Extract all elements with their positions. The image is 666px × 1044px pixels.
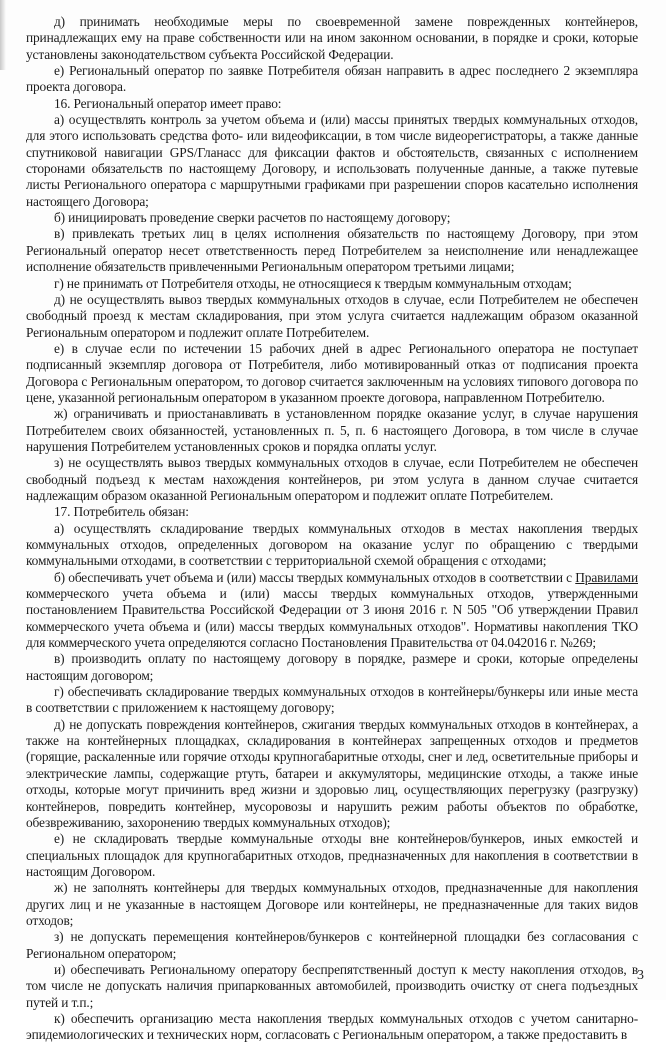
clause-17-d: д) не допускать повреждения контейнеров, сжигания твердых коммунальных отходов в контейнерах, а также на контейнерных площадках, складирования в контейнерах запрещенных отходов и предметов (горящие, раскаленные или горячие отходы крупногабаритные отходы, снег и лед, осветительные приборы и электрические лампы, содержащие ртуть, батареи и аккумуляторы, медицинские отходы, а также иные отходы, которые могут причинить вред жизни и здоровью лиц, осуществляющих перегрузку (разгрузку) контейнеров, повредить контейнер, мусоровозы и нарушить режим работы объектов по обработке, обезвреживанию, захоронению твердых коммунальных отходов);	[26, 716, 638, 830]
page-number: 3	[637, 968, 644, 983]
clause-17-a: а) осуществлять складирование твердых коммунальных отходов в местах накопления твердых коммунальных отходов, определенных договором на оказание услуг по обращению с твердыми коммунальными отходами, в соответствии с территориальной схемой обращения с отходами;	[26, 520, 638, 569]
scan-shadow	[0, 0, 6, 70]
clause-16-z: з) не осуществлять вывоз твердых коммунальных отходов в случае, если Потребителем не обеспечен свободный подъезд к местам нахождения контейнеров, ри этом услуга в данном случае считается надлежащим образом оказанной Региональным оператором и подлежит оплате Потребителем.	[26, 455, 638, 503]
clause-17-e: е) не складировать твердые коммунальные отходы вне контейнеров/бункеров, иных емкостей и специальных площадок для крупногабаритных отходов, предназначенных для накопления в соответствии в настоящим Договором.	[26, 831, 638, 879]
clause-17-k: к) обеспечить организацию места накопления твердых коммунальных отходов с учетом санитарно-эпидемиологических и технических норм, согласовать с Региональным оператором, а также предоставить в	[26, 1010, 638, 1043]
clause-16-e: е) в случае если по истечении 15 рабочих дней в адрес Регионального оператора не поступает подписанный экземпляр договора от Потребителя, либо мотивированный отказ от подписания проекта Договора с Региональным оператором, то договор считается заключенным на условиях типового договора по цене, указанной региональным оператором в указанном проекте договора, направленном Потребителю.	[26, 340, 638, 405]
clause-17-g: г) обеспечивать складирование твердых коммунальных отходов в контейнеры/бункеры или иные места в соответствии с приложением к настоящему договору;	[26, 684, 638, 716]
contract-text	[26, 14, 638, 1044]
clause-16-b: б) инициировать проведение сверки расчетов по настоящему договору;	[54, 210, 451, 226]
clause-16-zh: ж) ограничивать и приостанавливать в установленном порядке оказание услуг, в случае нарушения Потребителем своих обязанностей, установленных п. 5, п. 6 настоящего Договора, в том числе в случае нарушения Потребителем установленных сроков и порядка оплаты услуг.	[26, 406, 638, 454]
clause-17-b-end: коммерческого учета объема и (или) массы твердых коммунальных отходов, утвержденными постановлением Правительства Российской Федерации от 3 июня 2016 г. N 505 "Об утверждении Правил коммерческого учета объема и (или) массы твердых коммунальных отходов". Нормативы накопления ТКО для коммерческого учета определяются согласно Постановления Правительства от 04.042016 г. №269;	[26, 586, 638, 651]
section-16-heading: 16. Региональный оператор имеет право:	[54, 95, 282, 111]
clause-16-g: г) не принимать от Потребителя отходы, не относящиеся к твердым коммунальным отходам;	[54, 275, 572, 291]
clause-17-i: и) обеспечивать Региональному оператору беспрепятственный доступ к месту накопления отходов, в том числе не допускать наличия припаркованных автомобилей, производить очистку от снега подъездных путей и т.п.;	[26, 961, 638, 1010]
clause-17-b-start: б) обеспечивать учет объема и (или) массы твердых коммунальных отходов в соответствии с	[54, 569, 576, 585]
clause-15-e: е) Региональный оператор по заявке Потребителя обязан направить в адрес последнего 2 экземпляра проекта договора.	[26, 63, 638, 95]
clause-17-b	[26, 570, 638, 652]
clause-17-v: в) производить оплату по настоящему договору в порядке, размере и сроки, которые определены настоящим договором;	[26, 651, 638, 683]
clause-17-z: з) не допускать перемещения контейнеров/бункеров с контейнерной площадки без согласования с Региональном оператором;	[26, 929, 638, 961]
section-17-heading: 17. Потребитель обязан:	[54, 504, 189, 520]
clause-17-zh: ж) не заполнять контейнеры для твердых коммунальных отходов, предназначенные для накопления других лиц и не указанные в настоящем Договоре или контейнеры, не предназначенные для таких видов отходов;	[26, 880, 638, 928]
clause-15-d: д) принимать необходимые меры по своевременной замене поврежденных контейнеров, принадлежащих ему на праве собственности или на ином законном основании, в порядке и сроки, которые установлены законодательством субъекта Российской Федерации.	[26, 14, 638, 62]
rules-link[interactable]: Правилами	[575, 569, 638, 585]
clause-16-v: в) привлекать третьих лиц в целях исполнения обязательств по настоящему Договору, при этом Региональный оператор несет ответственность перед Потребителем за неисполнение или ненадлежащее исполнение обязательств привлеченными Региональным оператором третьими лицами;	[26, 226, 638, 275]
clause-16-a: а) осуществлять контроль за учетом объема и (или) массы принятых твердых коммунальных отходов, для этого использовать средства фото- или видеофиксации, в том числе видеорегистраторы, а также данные спутниковой навигации GPS/Гланасс для фиксации фактов и обстоятельств, связанных с исполнением сторонами обязательств по настоящему Договору, и использовать полученные данные, а также путевые листы Регионального оператора с маршрутными графиками при разрешении споров касательно исполнения настоящего Договора;	[26, 112, 638, 209]
clause-16-d: д) не осуществлять вывоз твердых коммунальных отходов в случае, если Потребителем не обеспечен свободный проезд к местам складирования, при этом услуга считается надлежащим образом оказанной Региональным оператором и подлежит оплате Потребителем.	[26, 291, 638, 340]
